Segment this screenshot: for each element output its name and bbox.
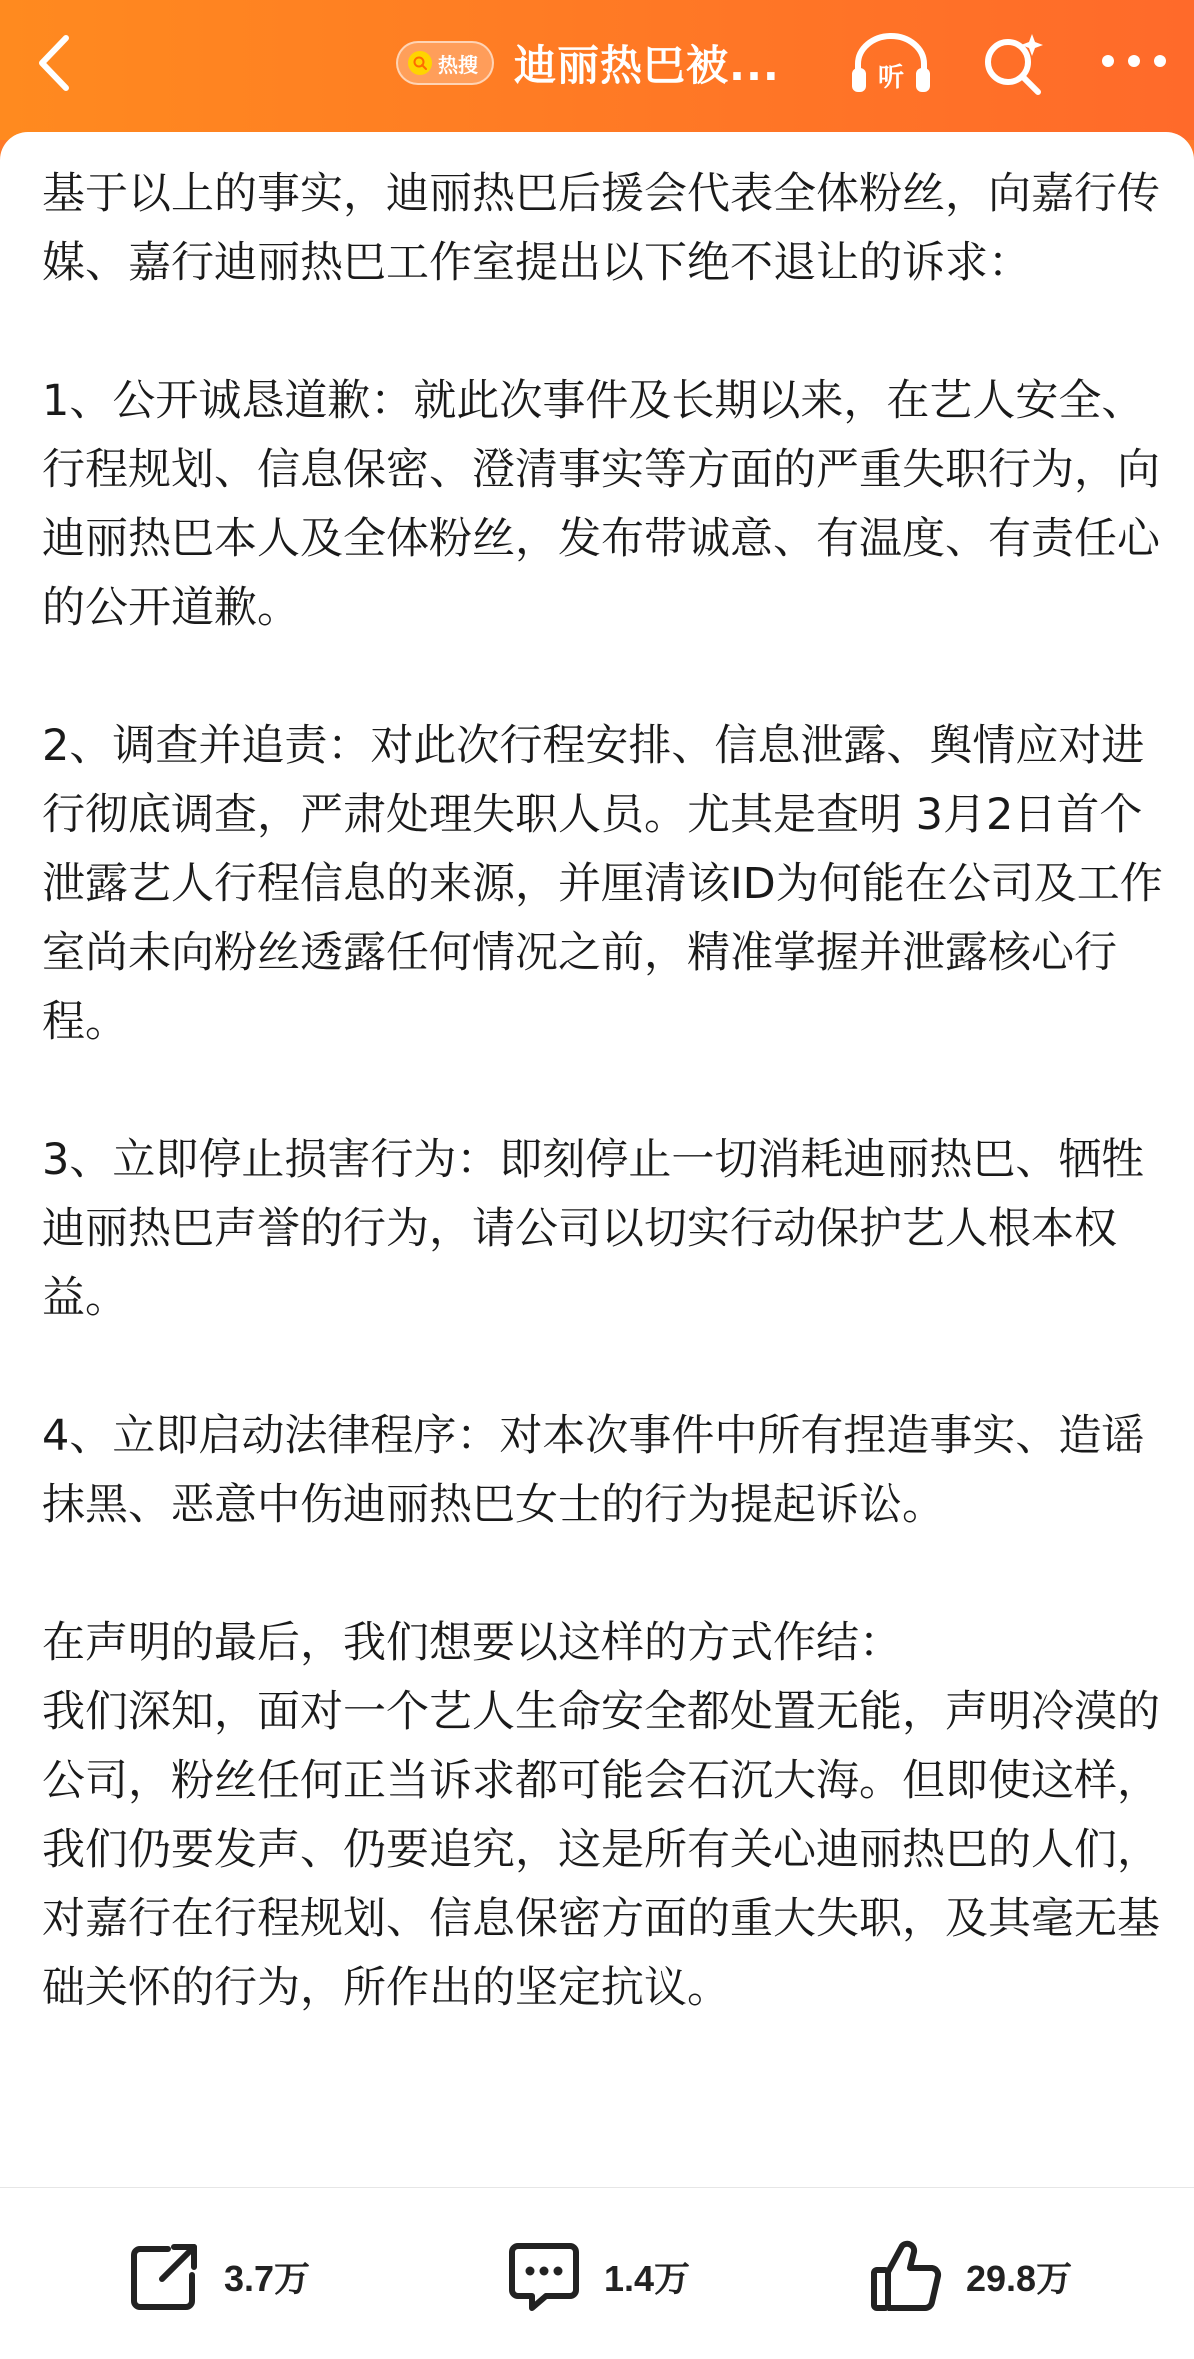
headphones-icon: [848, 30, 934, 96]
search-button[interactable]: [978, 30, 1048, 100]
article-paragraph: 1、公开诚恳道歉：就此次事件及长期以来，在艺人安全、行程规划、信息保密、澄清事实等方面的严重失职行为，向迪丽热巴本人及全体粉丝，发布带诚意、有温度、有责任心的公开道歉。: [42, 376, 1160, 633]
more-dots-icon: [1098, 46, 1170, 76]
more-button[interactable]: [1098, 46, 1170, 76]
search-dot-icon: [408, 51, 432, 75]
search-sparkle-icon: [978, 30, 1048, 100]
share-button[interactable]: [128, 2234, 310, 2318]
article-paragraph: 基于以上的事实，迪丽热巴后援会代表全体粉丝，向嘉行传媒、嘉行迪丽热巴工作室提出以下绝不退让的诉求：: [42, 169, 1160, 288]
chevron-left-icon: [30, 28, 80, 98]
listen-button[interactable]: [848, 30, 934, 96]
article-paragraph: 我们深知，面对一个艺人生命安全都处置无能，声明冷漠的公司，粉丝任何正当诉求都可能会石沉大海。但即使这样，我们仍要发声、仍要追究，这是所有关心迪丽热巴的人们，对嘉行在行程规划、信息保密方面的重大失职，及其毫无基础关怀的行为，所作出的坚定抗议。: [42, 1687, 1160, 2013]
article-container: [0, 132, 1194, 2187]
listen-label: 听: [877, 63, 905, 93]
bottom-action-bar: [0, 2187, 1194, 2359]
article-paragraph: 4、立即启动法律程序：对本次事件中所有捏造事实、造谣抹黑、恶意中伤迪丽热巴女士的行为提起诉讼。: [42, 1411, 1145, 1530]
article-paragraph: 3、立即停止损害行为：即刻停止一切消耗迪丽热巴、牺牲迪丽热巴声誉的行为，请公司以切实行动保护艺人根本权益。: [42, 1135, 1145, 1323]
thumbs-up-icon: [868, 2238, 944, 2314]
article-paragraph: 2、调查并追责：对此次行程安排、信息泄露、舆情应对进行彻底调查，严肃处理失职人员。尤其是查明 3月2日首个泄露艺人行程信息的来源，并厘清该ID为何能在公司及工作室尚未向粉丝透露任何情况之前，精准掌握并泄露核心行程。: [42, 721, 1163, 1047]
article-body: [42, 160, 1164, 2023]
like-count: 29.8万: [966, 2257, 1073, 2299]
like-button[interactable]: [868, 2234, 1072, 2318]
page-title: 迪丽热巴被...: [514, 41, 780, 90]
share-count: 3.7万: [224, 2257, 311, 2299]
back-button[interactable]: [30, 28, 80, 98]
hot-search-label: 热搜: [438, 52, 478, 77]
top-nav-bar: [0, 0, 1194, 140]
comment-icon: [506, 2238, 582, 2314]
hot-search-badge[interactable]: [396, 41, 494, 85]
article-paragraph: 在声明的最后，我们想要以这样的方式作结：: [42, 1618, 902, 1668]
share-icon: [128, 2239, 202, 2313]
topic-title-area[interactable]: [396, 38, 780, 88]
comment-count: 1.4万: [604, 2257, 691, 2299]
comment-button[interactable]: [506, 2234, 690, 2318]
